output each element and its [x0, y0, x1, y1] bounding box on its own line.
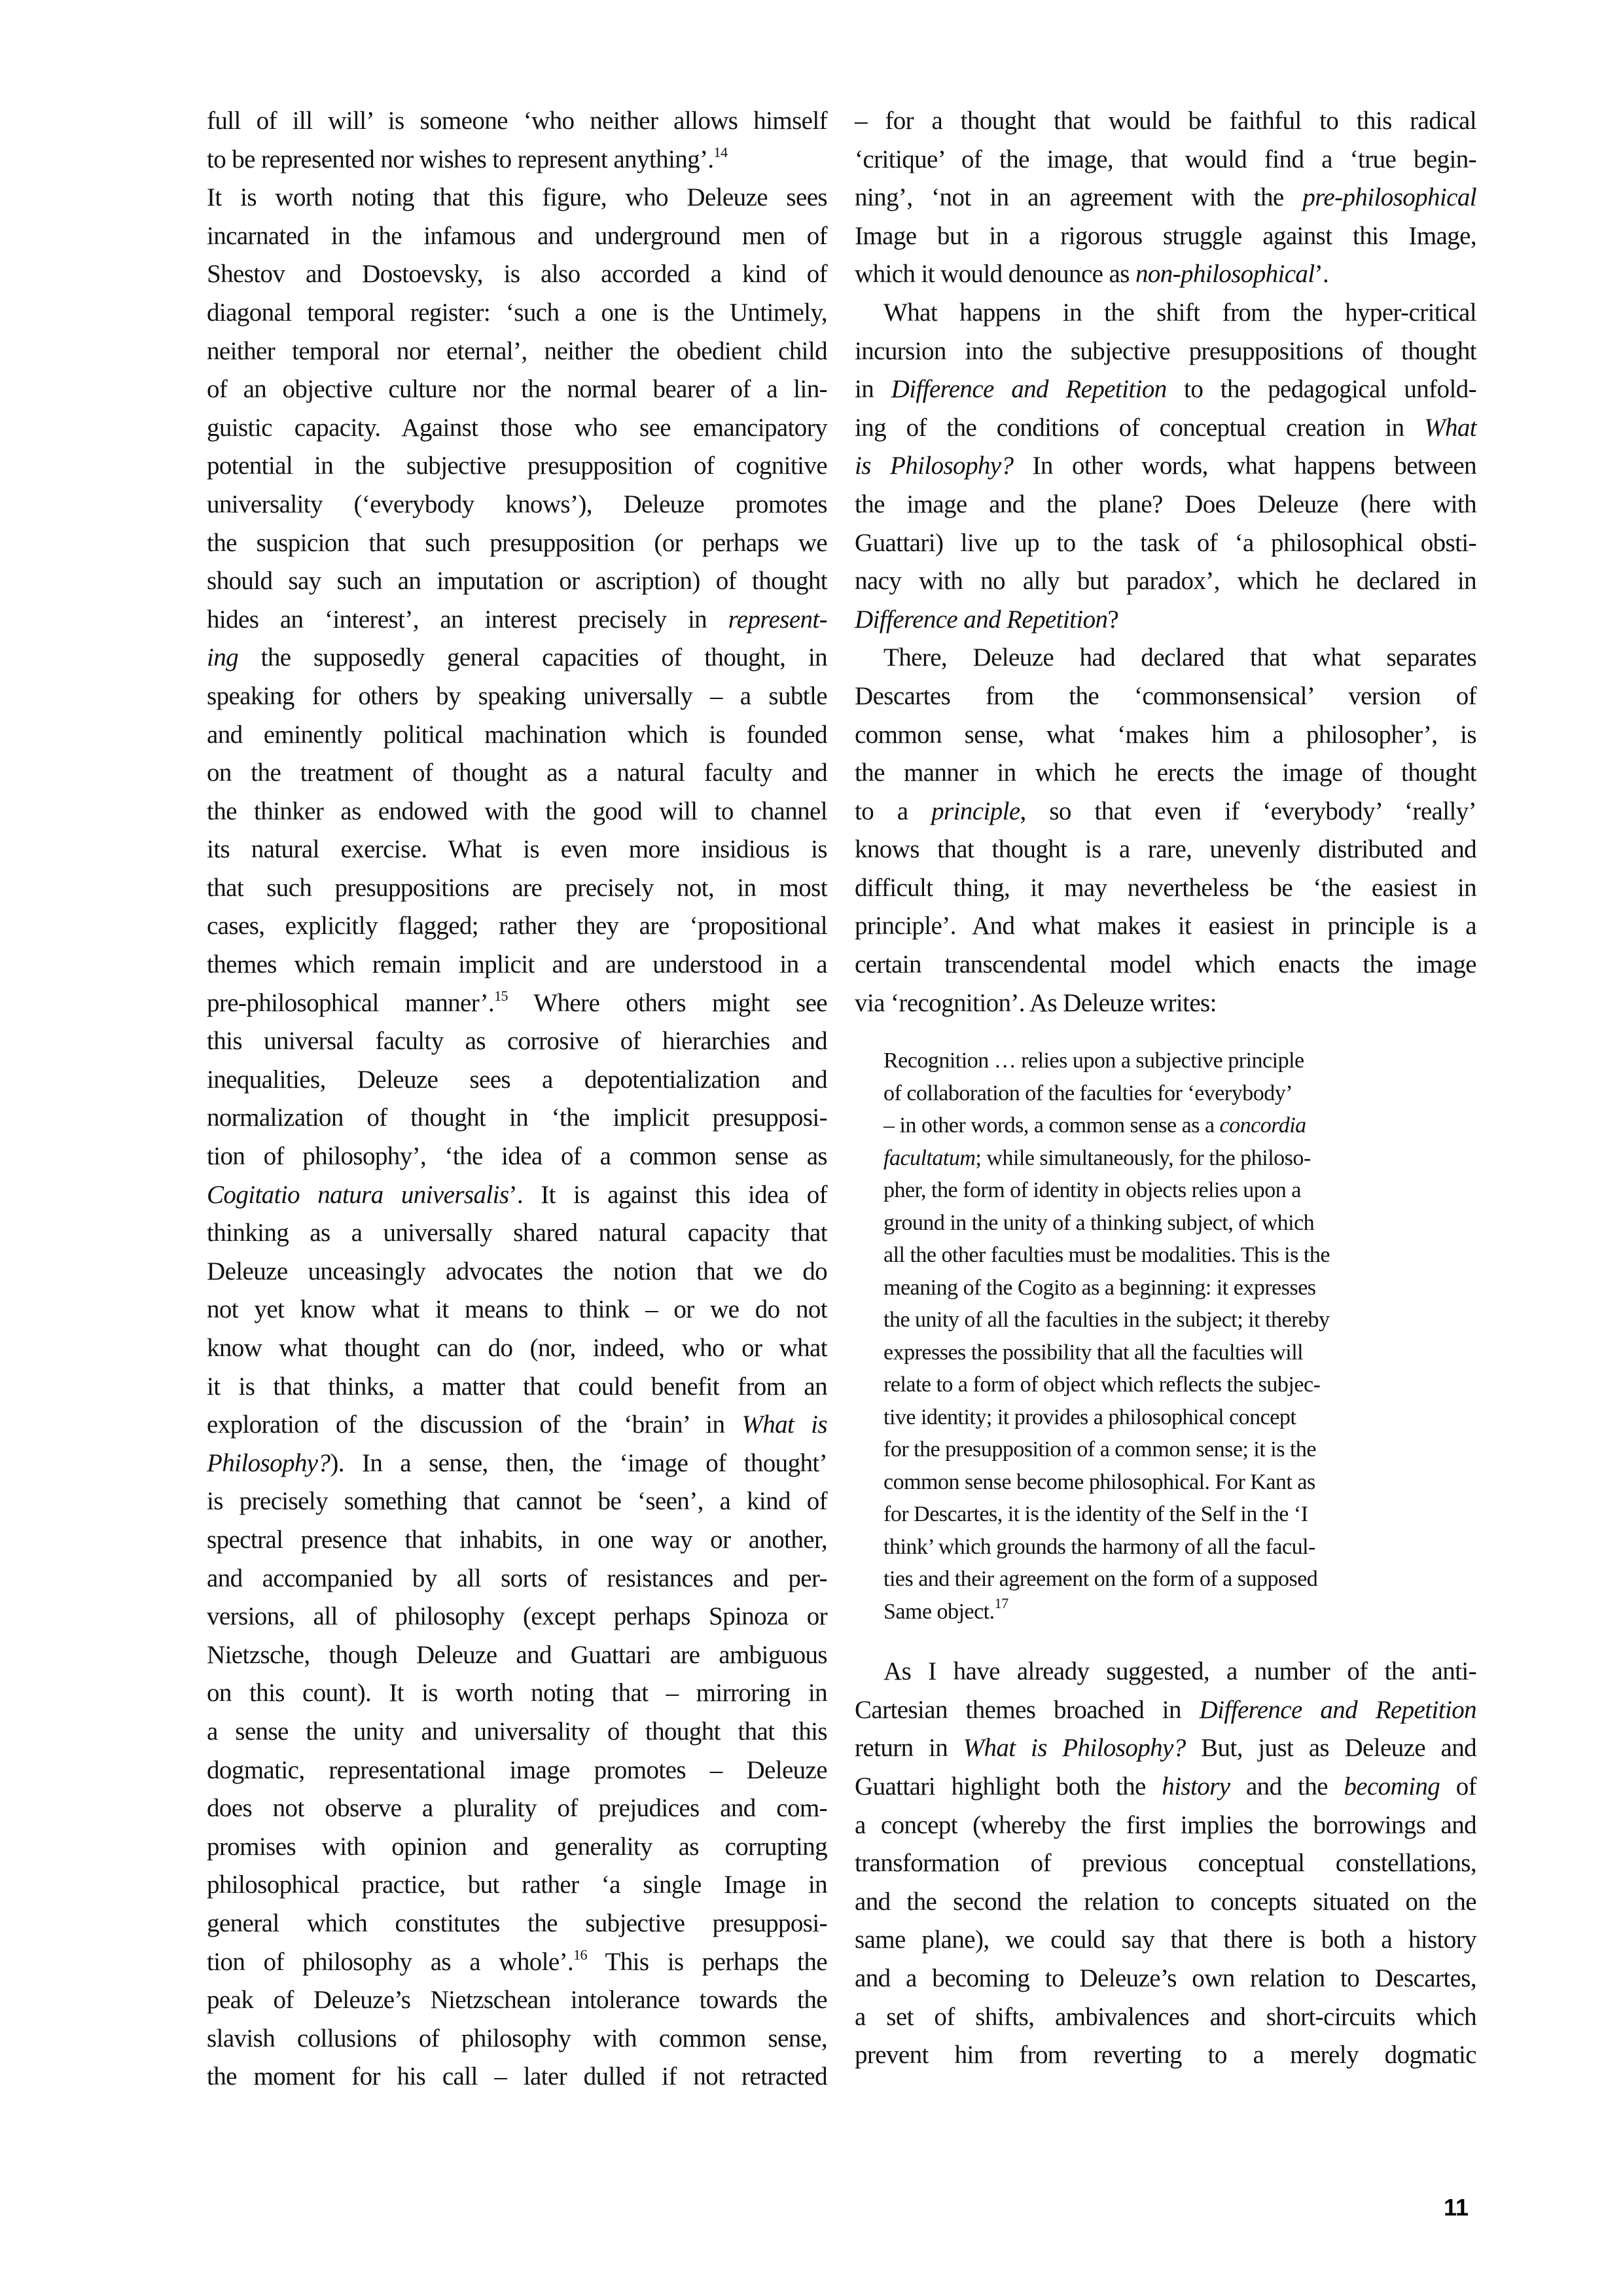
text-line [207, 639, 827, 677]
text-line [207, 562, 827, 601]
text-line [855, 1729, 1476, 1768]
text-run: cases, explicitly flagged; rather they are ‘propositional [207, 912, 827, 941]
text-line [207, 1713, 827, 1751]
text-run: Descartes from the ‘commonsensical’ version of [855, 681, 1476, 710]
left-column [207, 102, 827, 2096]
text-run: Same object. [883, 1599, 995, 1624]
text-run: and accompanied by all sorts of resistances and per- [207, 1564, 827, 1592]
text-run: certain transcendental model which enacts the image [855, 950, 1476, 979]
text-run: ground in the unity of a thinking subject, of which [883, 1210, 1315, 1235]
italic-text: Difference and Repetition [891, 375, 1167, 404]
text-line [883, 1433, 1476, 1466]
text-run: What happens in the shift from the hyper-critical [883, 298, 1476, 327]
text-line [207, 255, 827, 294]
text-line [855, 141, 1476, 179]
text-run: all the other faculties must be modalities. This is the [883, 1243, 1330, 1268]
text-run: full of ill will’ is someone ‘who neither allows himself [207, 107, 827, 135]
text-line [207, 1981, 827, 2020]
text-run: ‘critique’ of the image, that would find a ‘true begin- [855, 145, 1476, 173]
text-line [207, 1406, 827, 1444]
text-run: a sense the unity and universality of thought that this [207, 1717, 827, 1746]
text-line [883, 1272, 1476, 1304]
text-run: of [1440, 1772, 1476, 1801]
right-column [855, 102, 1476, 2075]
text-line [207, 716, 827, 755]
text-line [855, 754, 1476, 793]
text-line [207, 601, 827, 639]
text-run: Guattari) live up to the task of ‘a philosophical obsti- [855, 528, 1476, 557]
text-line [207, 1176, 827, 1215]
body-paragraphs-before-quote [855, 102, 1476, 1022]
text-line [207, 2020, 827, 2058]
text-run: the unity of all the faculties in the subject; it thereby [883, 1308, 1330, 1333]
text-line [855, 907, 1476, 946]
text-line [207, 1291, 827, 1329]
text-line [207, 869, 827, 908]
text-line [207, 1560, 827, 1598]
text-run: pher, the form of identity in objects relies upon a [883, 1178, 1301, 1203]
text-line [207, 1329, 827, 1368]
text-line [855, 1653, 1476, 1691]
text-run: versions, all of philosophy (except perhaps Spinoza or [207, 1602, 827, 1631]
text-run: Recognition … relies upon a subjective principle [883, 1049, 1304, 1073]
text-line [883, 1239, 1476, 1272]
italic-text: represent- [728, 605, 827, 634]
text-line [883, 1304, 1476, 1336]
text-run: Where others might see [507, 988, 827, 1017]
text-line [883, 1466, 1476, 1499]
text-line [207, 677, 827, 716]
text-line [883, 1077, 1476, 1110]
text-line [855, 1768, 1476, 1806]
italic-text: is Philosophy? [855, 452, 1014, 480]
text-line [855, 716, 1476, 755]
text-run: ; while simultaneously, for the philoso- [975, 1145, 1311, 1170]
text-line [207, 524, 827, 563]
text-line [855, 524, 1476, 563]
text-run: return in [855, 1734, 963, 1763]
text-run: this universal faculty as corrosive of hierarchies and [207, 1027, 827, 1056]
text-line [855, 1921, 1476, 1960]
text-run: same plane), we could say that there is both a history [855, 1926, 1476, 1954]
text-run: ’. [1314, 260, 1329, 289]
text-run: expresses the possibility that all the faculties will [883, 1340, 1304, 1365]
text-line [207, 486, 827, 524]
text-run: peak of Deleuze’s Nietzschean intolerance towards the [207, 1986, 827, 2015]
italic-text: becoming [1344, 1772, 1440, 1801]
text-run: relate to a form of object which reflects the subjec- [883, 1372, 1321, 1397]
text-run: its natural exercise. What is even more insidious is [207, 835, 827, 864]
text-run: in [855, 375, 891, 404]
text-run: for Descartes, it is the identity of the Self in the ‘I [883, 1502, 1308, 1527]
text-line [883, 1563, 1476, 1596]
text-line [855, 1883, 1476, 1922]
text-line [207, 217, 827, 256]
text-run: the manner in which he erects the image of thought [855, 759, 1476, 787]
text-line [855, 294, 1476, 332]
text-line [207, 1828, 827, 1867]
text-run: ’. It is against this idea of [508, 1180, 827, 1209]
italic-text: principle [931, 797, 1020, 825]
text-line [855, 409, 1476, 448]
text-run: Shestov and Dostoevsky, is also accorded a kind of [207, 260, 827, 289]
text-run: difficult thing, it may nevertheless be ‘the easiest in [855, 873, 1476, 902]
italic-text: What is Philosophy? [963, 1734, 1186, 1763]
text-line [207, 332, 827, 371]
text-line [207, 1099, 827, 1138]
text-line [855, 332, 1476, 371]
text-line [855, 869, 1476, 908]
text-run: the suspicion that such presupposition (or perhaps we [207, 528, 827, 557]
text-line [207, 1253, 827, 1291]
text-line [855, 793, 1476, 831]
text-line [207, 1789, 827, 1828]
text-line [207, 1866, 827, 1905]
text-run: exploration of the discussion of the ‘brain’ in [207, 1410, 742, 1439]
text-line [855, 601, 1476, 639]
text-run: tion of philosophy as a whole’. [207, 1947, 574, 1976]
text-run: on this count). It is worth noting that – mirroring in [207, 1679, 827, 1708]
text-run: There, Deleuze had declared that what separates [883, 643, 1476, 672]
text-run: normalization of thought in ‘the implicit presupposi- [207, 1103, 827, 1132]
text-line [207, 1022, 827, 1061]
text-run: general which constitutes the subjective presupposi- [207, 1909, 827, 1937]
text-line [883, 1045, 1476, 1077]
text-run: It is worth noting that this figure, who Deleuze sees [207, 183, 827, 212]
text-line [855, 677, 1476, 716]
text-line [855, 102, 1476, 141]
text-line [207, 1751, 827, 1790]
footnote-reference: 15 [494, 987, 508, 1004]
italic-text: What [1424, 413, 1476, 442]
text-run: ? [1107, 605, 1119, 634]
text-line [855, 486, 1476, 524]
text-line [883, 1336, 1476, 1369]
text-run: Deleuze unceasingly advocates the notion that we do [207, 1257, 827, 1285]
italic-text: What is [741, 1410, 827, 1439]
text-run: and the second the relation to concepts situated on the [855, 1887, 1476, 1916]
text-line [207, 1482, 827, 1521]
text-run: on the treatment of thought as a natural faculty and [207, 759, 827, 787]
text-run: guistic capacity. Against those who see emancipatory [207, 413, 827, 442]
text-line [855, 1806, 1476, 1845]
body-paragraph-after-quote [855, 1653, 1476, 2075]
text-run: it is that thinks, a matter that could benefit from an [207, 1372, 827, 1401]
text-run: common sense, what ‘makes him a philosopher’, is [855, 720, 1476, 749]
italic-text: non-philosophical [1135, 260, 1315, 289]
text-run: common sense become philosophical. For Kant as [883, 1469, 1315, 1494]
text-line [207, 1674, 827, 1713]
page-number: 11 [1444, 2194, 1469, 2221]
text-line [207, 370, 827, 409]
text-run: know what thought can do (nor, indeed, who or what [207, 1334, 827, 1362]
text-line [207, 831, 827, 869]
text-run: Nietzsche, though Deleuze and Guattari are ambiguous [207, 1640, 827, 1669]
italic-text: Cogitatio natura universalis [207, 1180, 509, 1209]
text-run: principle’. And what makes it easiest in principle is a [855, 912, 1476, 941]
text-line [883, 1498, 1476, 1531]
text-line [207, 179, 827, 217]
text-run: Cartesian themes broached in [855, 1695, 1200, 1724]
italic-text: history [1162, 1772, 1230, 1801]
text-run: – for a thought that would be faithful to this radical [855, 107, 1476, 135]
text-run: a concept (whereby the first implies the borrowings and [855, 1810, 1476, 1839]
text-run: incursion into the subjective presuppositions of thought [855, 336, 1476, 365]
text-line [883, 1369, 1476, 1401]
text-run: themes which remain implicit and are understood in a [207, 950, 827, 979]
text-run: hides an ‘interest’, an interest precisely in [207, 605, 728, 634]
text-run: a set of shifts, ambivalences and short-circuits which [855, 2002, 1476, 2031]
italic-text: Difference and Repetition [1199, 1695, 1476, 1724]
text-line [207, 1138, 827, 1176]
text-run: is precisely something that cannot be ‘seen’, a kind of [207, 1487, 827, 1516]
text-run: transformation of previous conceptual constellations, [855, 1849, 1476, 1878]
text-run: think’ which grounds the harmony of all the facul- [883, 1534, 1315, 1559]
text-run: to be represented nor wishes to represent anything’. [207, 145, 714, 173]
text-line [883, 1174, 1476, 1207]
text-line [855, 1691, 1476, 1730]
text-run: that such presuppositions are precisely not, in most [207, 873, 827, 902]
text-line [883, 1596, 1476, 1628]
text-run: ties and their agreement on the form of a supposed [883, 1567, 1318, 1592]
text-run: ning’, ‘not in an agreement with the [855, 183, 1303, 212]
text-run: tive identity; it provides a philosophical concept [883, 1405, 1296, 1429]
text-line [207, 1444, 827, 1483]
text-line [207, 1368, 827, 1407]
text-line [883, 1109, 1476, 1142]
text-line [855, 370, 1476, 409]
text-run: prevent him from reverting to a merely dogmatic [855, 2041, 1476, 2070]
quote-spacing-top [855, 1022, 1476, 1045]
text-run: – in other words, a common sense as a [883, 1113, 1220, 1138]
text-run: does not observe a plurality of prejudices and com- [207, 1794, 827, 1823]
text-line [207, 2058, 827, 2096]
text-line [207, 1598, 827, 1636]
text-run: not yet know what it means to think – or we do not [207, 1295, 827, 1324]
text-line [207, 907, 827, 946]
text-run: via ‘recognition’. As Deleuze writes: [855, 988, 1217, 1017]
text-run: ing of the conditions of conceptual creation in [855, 413, 1425, 442]
text-line [855, 639, 1476, 677]
text-run: In other words, what happens between [1013, 452, 1476, 480]
text-run: , so that even if ‘everybody’ ‘really’ [1020, 797, 1476, 825]
text-run: philosophical practice, but rather ‘a single Image in [207, 1871, 827, 1899]
text-run: Guattari highlight both the [855, 1772, 1162, 1801]
text-run: of collaboration of the faculties for ‘everybody’ [883, 1081, 1293, 1105]
text-run: for the presupposition of a common sense; it is the [883, 1437, 1316, 1462]
text-run: nacy with no ally but paradox’, which he declared in [855, 567, 1476, 596]
text-run: meaning of the Cogito as a beginning: it expresses [883, 1275, 1316, 1300]
text-run: spectral presence that inhabits, in one way or another, [207, 1525, 827, 1554]
quote-spacing-bottom [855, 1628, 1476, 1653]
footnote-reference: 16 [573, 1946, 587, 1963]
text-run: ). In a sense, then, the ‘image of thought’ [330, 1448, 827, 1477]
footnote-reference: 14 [713, 143, 728, 160]
text-line [207, 754, 827, 793]
text-run: and eminently political machination which is founded [207, 720, 827, 749]
text-run: and a becoming to Deleuze’s own relation to Descartes, [855, 1964, 1476, 1992]
text-line [855, 179, 1476, 217]
text-line [207, 409, 827, 448]
footnote-reference: 17 [994, 1594, 1008, 1611]
text-run: to the pedagogical unfold- [1166, 375, 1476, 404]
text-run: speaking for others by speaking universally – a subtle [207, 681, 827, 710]
text-line [883, 1531, 1476, 1564]
text-run: But, just as Deleuze and [1185, 1734, 1477, 1763]
text-line [207, 1636, 827, 1675]
text-run: tion of philosophy’, ‘the idea of a common sense as [207, 1142, 827, 1171]
text-run: promises with opinion and generality as corrupting [207, 1832, 827, 1861]
text-line [855, 217, 1476, 256]
text-run: the supposedly general capacities of thought, in [238, 643, 827, 672]
text-line [855, 1960, 1476, 1998]
text-run: should say such an imputation or ascription) of thought [207, 567, 827, 596]
text-run: inequalities, Deleuze sees a depotentialization and [207, 1065, 827, 1094]
text-line [855, 831, 1476, 869]
text-line [207, 447, 827, 486]
text-run: diagonal temporal register: ‘such a one is the Untimely, [207, 298, 827, 327]
text-line [207, 102, 827, 141]
text-line [883, 1142, 1476, 1175]
text-run: pre-philosophical manner’. [207, 988, 495, 1017]
text-line [855, 2036, 1476, 2075]
text-line [855, 1844, 1476, 1883]
text-run: and the [1230, 1772, 1344, 1801]
italic-text: ing [207, 643, 239, 672]
text-line [855, 946, 1476, 984]
text-run: the image and the plane? Does Deleuze (here with [855, 490, 1476, 518]
text-line [207, 1061, 827, 1100]
text-line [207, 793, 827, 831]
text-line [207, 984, 827, 1023]
italic-text: Philosophy? [207, 1448, 330, 1477]
italic-text: pre-philosophical [1302, 183, 1476, 212]
text-run: Image but in a rigorous struggle against this Image, [855, 221, 1476, 250]
text-line [883, 1207, 1476, 1240]
text-run: incarnated in the infamous and underground men of [207, 221, 827, 250]
text-line [207, 1943, 827, 1982]
text-run: slavish collusions of philosophy with common sense, [207, 2024, 827, 2053]
text-line [207, 141, 827, 179]
text-run: of an objective culture nor the normal bearer of a lin- [207, 375, 827, 404]
text-run: This is perhaps the [586, 1947, 827, 1976]
text-line [207, 294, 827, 332]
text-run: potential in the subjective presupposition of cognitive [207, 452, 827, 480]
text-line [207, 1905, 827, 1943]
text-run: the moment for his call – later dulled if not retracted [207, 2062, 827, 2091]
block-quote [883, 1045, 1476, 1628]
text-run: As I have already suggested, a number of the anti- [883, 1657, 1476, 1686]
text-line [855, 562, 1476, 601]
text-line [855, 447, 1476, 486]
text-run: universality (‘everybody knows’), Deleuze promotes [207, 490, 827, 518]
text-line [883, 1401, 1476, 1434]
italic-text: concordia [1219, 1113, 1306, 1138]
text-line [207, 946, 827, 984]
text-line [207, 1521, 827, 1560]
text-line [207, 1214, 827, 1253]
text-run: dogmatic, representational image promotes – Deleuze [207, 1755, 827, 1784]
italic-text: facultatum [883, 1145, 976, 1170]
italic-text: Difference and Repetition [855, 605, 1108, 634]
text-run: neither temporal nor eternal’, neither the obedient child [207, 336, 827, 365]
text-line [855, 984, 1476, 1023]
text-run: thinking as a universally shared natural capacity that [207, 1219, 827, 1247]
text-run: which it would denounce as [855, 260, 1135, 289]
text-run: the thinker as endowed with the good will to channel [207, 797, 827, 825]
text-run: knows that thought is a rare, unevenly distributed and [855, 835, 1476, 864]
text-line [855, 1998, 1476, 2037]
text-line [855, 255, 1476, 294]
text-run: to a [855, 797, 932, 825]
